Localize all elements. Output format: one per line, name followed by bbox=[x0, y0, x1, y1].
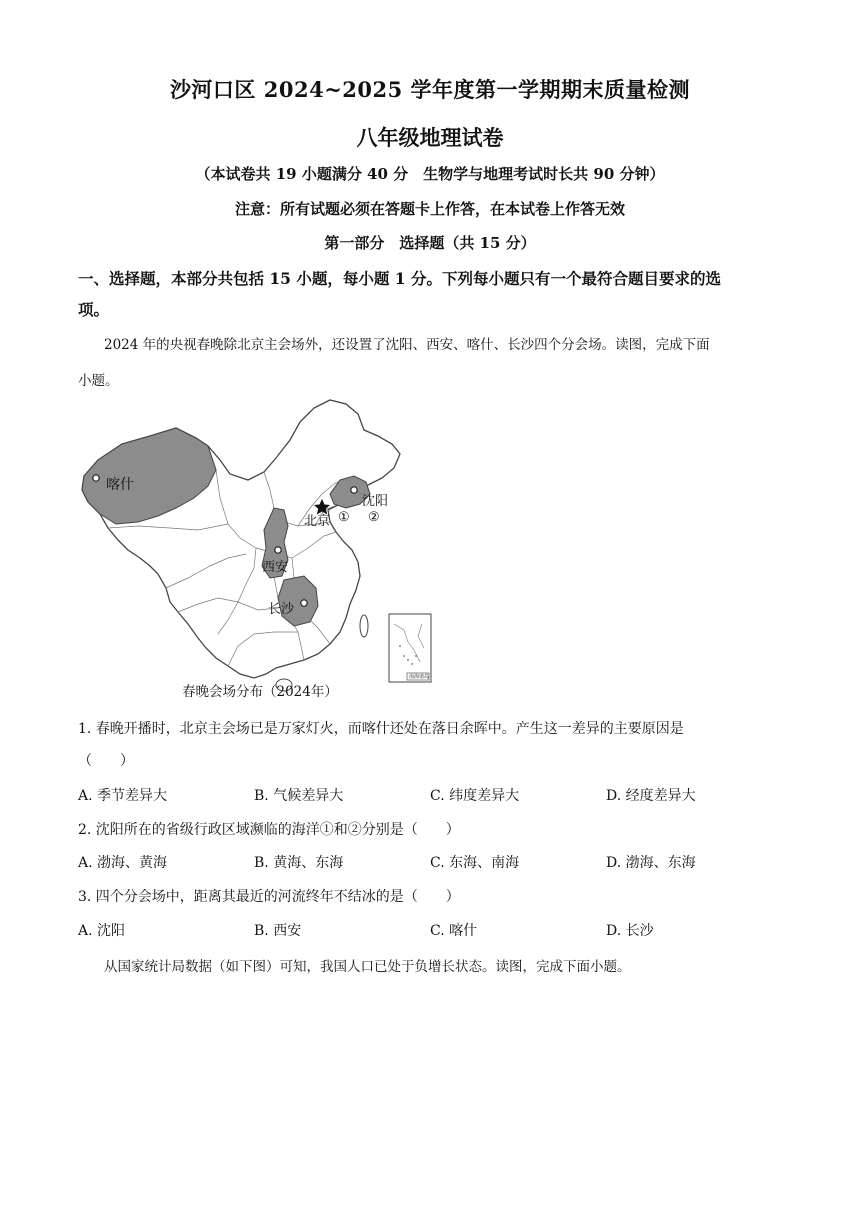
section-instruction-line1: 一、选择题，本部分共包括 15 小题，每小题 1 分。下列每小题只有一个最符合题目要求的选 bbox=[78, 269, 721, 288]
exam-notice: 注意：所有试题必须在答题卡上作答，在本试卷上作答无效 bbox=[234, 200, 625, 218]
question-3-stem: 3. 四个分会场中，距离其最近的河流终年不结冰的是（ ） bbox=[78, 889, 460, 905]
question-2-stem: 2. 沈阳所在的省级行政区域濒临的海洋①和②分别是（ ） bbox=[78, 822, 460, 838]
changsha-dot bbox=[301, 600, 307, 606]
map-label-changsha: 长沙 bbox=[268, 602, 295, 617]
passage1-line2: 小题。 bbox=[78, 373, 119, 389]
section-instruction-line2: 项。 bbox=[78, 300, 110, 319]
china-map-figure bbox=[78, 398, 438, 700]
shenyang-dot bbox=[351, 487, 357, 493]
kashi-dot bbox=[93, 475, 99, 481]
exam-info: （本试卷共 19 小题满分 40 分 生物学与地理考试时长共 90 分钟） bbox=[195, 165, 665, 183]
passage2-line1: 从国家统计局数据（如下图）可知，我国人口已处于负增长状态。读图，完成下面小题。 bbox=[104, 959, 631, 975]
map-caption: 春晚会场分布（2024年） bbox=[182, 684, 338, 700]
question-3-option-c: C. 喀什 bbox=[430, 923, 478, 939]
exam-title: 沙河口区 2024~2025 学年度第一学期期末质量检测 bbox=[169, 77, 691, 102]
map-label-kashi: 喀什 bbox=[106, 477, 134, 493]
question-1-option-c: C. 纬度差异大 bbox=[430, 788, 520, 804]
map-inset-label: 南海诸岛 bbox=[409, 674, 430, 680]
map-label-shenyang: 沈阳 bbox=[362, 494, 389, 509]
part-title: 第一部分 选择题（共 15 分） bbox=[324, 234, 536, 252]
exam-subject-title: 八年级地理试卷 bbox=[356, 125, 504, 150]
question-1-option-a: A. 季节差异大 bbox=[78, 788, 168, 804]
map-marker-2: ② bbox=[368, 510, 380, 525]
question-2-option-b: B. 黄海、东海 bbox=[254, 855, 344, 871]
question-2-option-c: C. 东海、南海 bbox=[430, 855, 520, 871]
question-1-option-d: D. 经度差异大 bbox=[606, 788, 696, 804]
question-1-option-b: B. 气候差异大 bbox=[254, 788, 344, 804]
passage1-line1: 2024 年的央视春晚除北京主会场外，还设置了沈阳、西安、喀什、长沙四个分会场。读图，完成下面 bbox=[104, 337, 710, 353]
map-marker-1: ① bbox=[338, 510, 350, 525]
question-1-stem: 1. 春晚开播时，北京主会场已是万家灯火，而喀什还处在落日余晖中。产生这一差异的主要原因是 bbox=[78, 721, 684, 737]
question-3-option-a: A. 沈阳 bbox=[78, 923, 126, 939]
question-3-option-b: B. 西安 bbox=[254, 923, 302, 939]
south-china-sea-inset bbox=[389, 614, 431, 682]
taiwan-island bbox=[360, 615, 368, 637]
question-2-option-d: D. 渤海、东海 bbox=[606, 855, 696, 871]
question-2-option-a: A. 渤海、黄海 bbox=[78, 855, 168, 871]
question-1-bracket: （ ） bbox=[78, 753, 134, 769]
map-label-beijing: 北京 bbox=[304, 514, 331, 529]
xian-dot bbox=[275, 547, 281, 553]
map-label-xian: 西安 bbox=[262, 560, 289, 575]
question-3-option-d: D. 长沙 bbox=[606, 923, 654, 939]
